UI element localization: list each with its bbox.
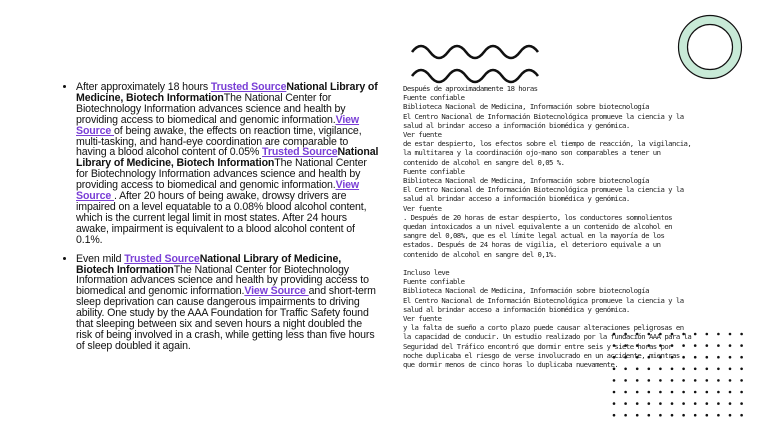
- dot: [636, 379, 639, 382]
- dot: [613, 391, 616, 394]
- dot: [636, 402, 639, 405]
- trusted-source-link-2[interactable]: Trusted Source: [262, 146, 338, 159]
- bullet-item-2: • Even mild Trusted SourceNational Library of Medicine, Biotech InformationThe National Center for Biotechnology Information advances science and health by providing access to biomedical and genomic information.View Source and short-term sleep deprivation can cause dangerous impairments to driving ability. One study by the AAA Foundation for Traffic Safety found that sleeping between six and seven hours a night doubled the risk of being involved in a crash, while getting less than five hours of sleep doubled it again.: [76, 254, 380, 352]
- spanish-text-line: Seguridad del Tráfico encontró que dormir entre seis y siete horas por: [403, 341, 673, 351]
- trusted-source-link-3[interactable]: Trusted Source: [124, 252, 200, 265]
- spanish-text-line: la multitarea y la coordinación ojo-mano son comparables a tener un: [403, 148, 661, 158]
- dot: [624, 379, 627, 382]
- dot: [729, 402, 732, 405]
- dot: [671, 414, 674, 417]
- dot: [706, 402, 709, 405]
- dot: [694, 391, 697, 394]
- dot: [636, 391, 639, 394]
- dot: [624, 414, 627, 417]
- spanish-text-line: contenido de alcohol en sangre del 0,05 %.: [403, 157, 565, 167]
- dot: [694, 414, 697, 417]
- spanish-text-line: y la falta de sueño a corto plazo puede causar alteraciones peligrosas en: [403, 323, 684, 333]
- dot: [671, 391, 674, 394]
- wave-decoration: [410, 40, 550, 90]
- dot: [648, 414, 651, 417]
- dot: [671, 402, 674, 405]
- spanish-text-line: quedan intoxicados a un nivel equivalente a un contenido de alcohol en: [403, 222, 673, 232]
- dot: [740, 414, 743, 417]
- spanish-text-line: sangre del 0,08%, que es el límite legal actual en la mayoría de los: [403, 231, 665, 241]
- dot: [659, 379, 662, 382]
- spanish-text-line: Fuente confiable: [403, 93, 465, 103]
- spanish-text-line: salud al brindar acceso a información biomédica y genómica.: [403, 194, 630, 204]
- dot: [624, 391, 627, 394]
- trusted-source-link-1[interactable]: Trusted Source: [210, 81, 287, 93]
- dot: [671, 379, 674, 382]
- dot: [717, 402, 720, 405]
- dot: [682, 391, 685, 394]
- dot: [613, 402, 616, 405]
- spanish-text-line: noche duplicaba el riesgo de verse involucrado en un accidente, mientras: [403, 350, 680, 360]
- spanish-text-line: El Centro Nacional de Información Biotecnológica promueve la ciencia y la: [403, 295, 684, 305]
- dot: [648, 391, 651, 394]
- spanish-text-line: Incluso leve: [403, 268, 450, 278]
- dot: [694, 379, 697, 382]
- spanish-text-line: estados. Después de 24 horas de vigilia, el deterioro equivale a un: [403, 240, 661, 250]
- dot: [706, 391, 709, 394]
- dot: [717, 414, 720, 417]
- dot: [740, 356, 743, 359]
- english-text-panel: [58, 82, 380, 360]
- dot: [740, 379, 743, 382]
- spanish-text-line: El Centro Nacional de Información Biotecnológica promueve la ciencia y la: [403, 185, 684, 195]
- ring-decoration: [675, 12, 745, 82]
- dot: [717, 391, 720, 394]
- dot: [740, 333, 743, 336]
- view-source-link-1[interactable]: View Source: [76, 113, 360, 137]
- dot: [659, 414, 662, 417]
- dot: [729, 379, 732, 382]
- dot: [624, 402, 627, 405]
- dot: [740, 344, 743, 347]
- spanish-blank-line: [403, 259, 733, 268]
- spanish-text-line: Fuente confiable: [403, 277, 465, 287]
- view-source-link-2[interactable]: View Source: [76, 179, 360, 203]
- spanish-text-line: Después de aproximadamente 18 horas: [403, 84, 538, 93]
- spanish-text-line: Biblioteca Nacional de Medicina, Información sobre biotecnología: [403, 286, 649, 296]
- spanish-text-panel: [403, 84, 733, 369]
- spanish-text-line: de estar despierto, los efectos sobre el tiempo de reacción, la vigilancia,: [403, 139, 692, 149]
- dot: [648, 402, 651, 405]
- dot: [740, 402, 743, 405]
- dot: [636, 414, 639, 417]
- dot: [740, 391, 743, 394]
- spanish-text-line: salud al brindar acceso a información biomédica y genómica.: [403, 120, 630, 130]
- dot: [682, 402, 685, 405]
- spanish-text-line: la capacidad de conducir. Un estudio realizado por la fundación AAA para la: [403, 332, 692, 342]
- dot: [659, 391, 662, 394]
- dot: [717, 379, 720, 382]
- spanish-text-line: Biblioteca Nacional de Medicina, Información sobre biotecnología: [403, 102, 649, 112]
- spanish-text-line: Fuente confiable: [403, 166, 465, 176]
- dot: [740, 368, 743, 371]
- spanish-text-line: El Centro Nacional de Información Biotecnológica promueve la ciencia y la: [403, 111, 684, 121]
- spanish-text-line: . Después de 20 horas de estar despierto, los conductores somnolientos: [403, 212, 673, 222]
- spanish-text-line: que dormir menos de cinco horas lo duplicaba nuevamente.: [403, 360, 619, 370]
- wave-line-bottom: [412, 70, 538, 82]
- spanish-text-line: Ver fuente: [403, 203, 442, 213]
- dot: [729, 414, 732, 417]
- spanish-text-line: Biblioteca Nacional de Medicina, Información sobre biotecnología: [403, 176, 649, 186]
- spanish-text-line: contenido de alcohol en sangre del 0,1%.: [403, 249, 557, 259]
- dot: [659, 402, 662, 405]
- dot: [729, 391, 732, 394]
- spanish-text-line: salud al brindar acceso a información biomédica y genómica.: [403, 304, 630, 314]
- dot: [682, 379, 685, 382]
- view-source-link-3[interactable]: View Source: [244, 285, 309, 298]
- dot: [694, 402, 697, 405]
- bullet-item-1: • After approximately 18 hours Trusted SourceNational Library of Medicine, Biotech InformationThe National Center for Biotechnology Information advances science and health by providing access to biomedical and genomic information.View Source of being awake, the effects on reaction time, vigilance, multi-tasking, and hand-eye coordination are comparable to having a blood alcohol content of 0.05% Trusted SourceNational Library of Medicine, Biotech InformationThe National Center for Biotechnology Information advances science and health by providing access to biomedical and genomic information.View Source . After 20 hours of being awake, drowsy drivers are impaired on a level equatable to a 0.08% blood alcohol content, which is the current legal limit in most states. After 24 hours awake, impairment is equivalent to a blood alcohol content of 0.1%.: [76, 82, 380, 246]
- dot: [648, 379, 651, 382]
- dot: [613, 414, 616, 417]
- dot: [613, 379, 616, 382]
- dot: [706, 379, 709, 382]
- spanish-text-line: Ver fuente: [403, 130, 442, 140]
- wave-line-top: [412, 46, 538, 58]
- dot: [706, 414, 709, 417]
- spanish-text-line: Ver fuente: [403, 314, 442, 324]
- dot: [682, 414, 685, 417]
